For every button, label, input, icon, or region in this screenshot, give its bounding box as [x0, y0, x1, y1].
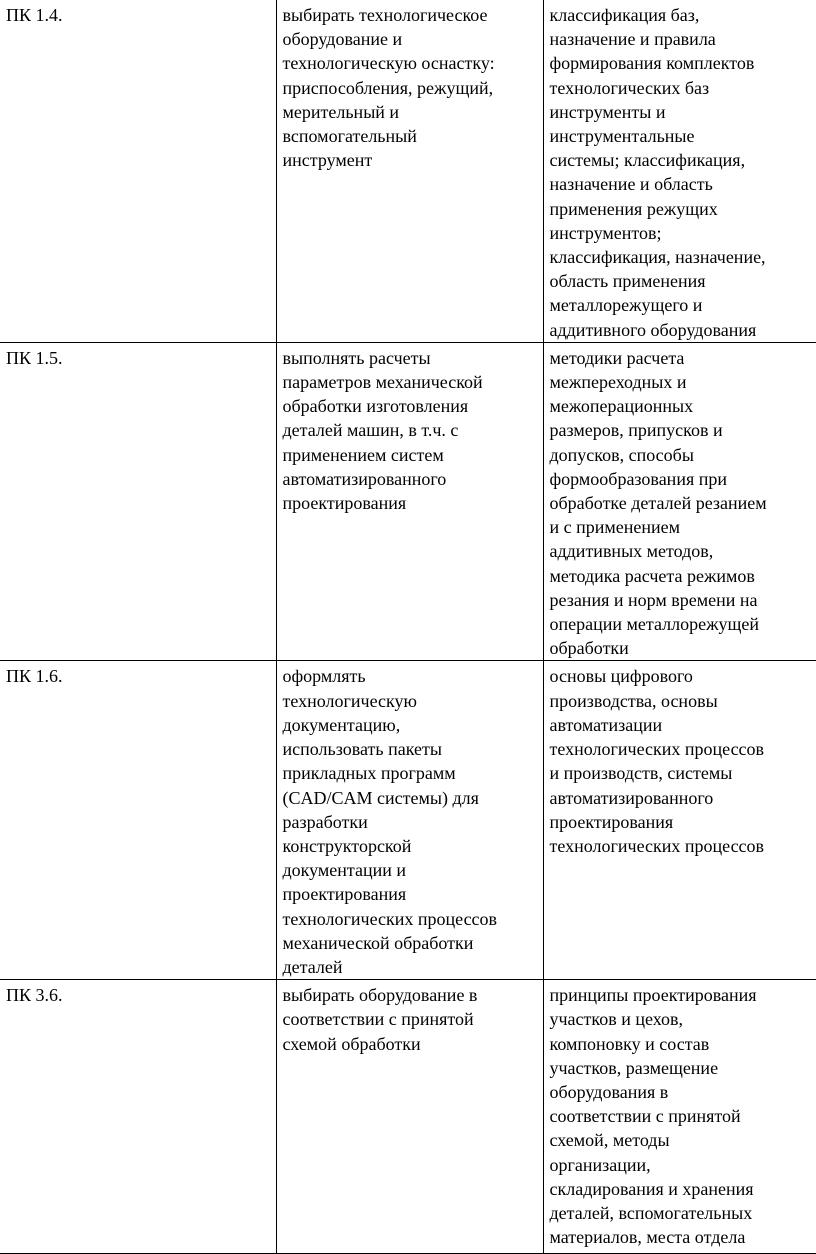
competency-code-cell: ПК 1.4. — [0, 0, 276, 342]
skills-cell: оформлять технологическую документацию, использовать пакеты прикладных программ (CAD/CAM системы) для разработки конструкторской документации и проектирования технологических процессов механической обработки деталей — [276, 661, 543, 980]
competency-code-cell: ПК 1.5. — [0, 342, 276, 661]
table-row — [0, 980, 816, 1254]
knowledge-cell: основы цифрового производства, основы автоматизации технологических процессов и производств, системы автоматизированного проектирования технологических процессов — [543, 661, 816, 980]
skills-cell: выбирать оборудование в соответствии с принятой схемой обработки — [276, 980, 543, 1254]
knowledge-cell: методики расчета межпереходных и межоперационных размеров, припусков и допусков, способы формообразования при обработке деталей резанием и с применением аддитивных методов, методика расчета режимов резания и норм времени на операции металлорежущей обработки — [543, 342, 816, 661]
skills-cell: выбирать технологическое оборудование и технологическую оснастку: приспособления, режущий, мерительный и вспомогательный инструмент — [276, 0, 543, 342]
table-row — [0, 661, 816, 980]
knowledge-cell: принципы проектирования участков и цехов, компоновку и состав участков, размещение оборудования в соответствии с принятой схемой, методы организации, складирования и хранения деталей, вспомогательных материалов, места отдела — [543, 980, 816, 1254]
competency-code-cell: ПК 1.6. — [0, 661, 276, 980]
table-row — [0, 342, 816, 661]
competency-code-cell: ПК 3.6. — [0, 980, 276, 1254]
knowledge-cell: классификация баз, назначение и правила формирования комплектов технологических баз инструменты и инструментальные системы; классификация, назначение и область применения режущих инструментов; классификация, назначение, область применения металлорежущего и аддитивного оборудования — [543, 0, 816, 342]
table-row — [0, 0, 816, 342]
skills-cell: выполнять расчеты параметров механической обработки изготовления деталей машин, в т.ч. с применением систем автоматизированного проектирования — [276, 342, 543, 661]
